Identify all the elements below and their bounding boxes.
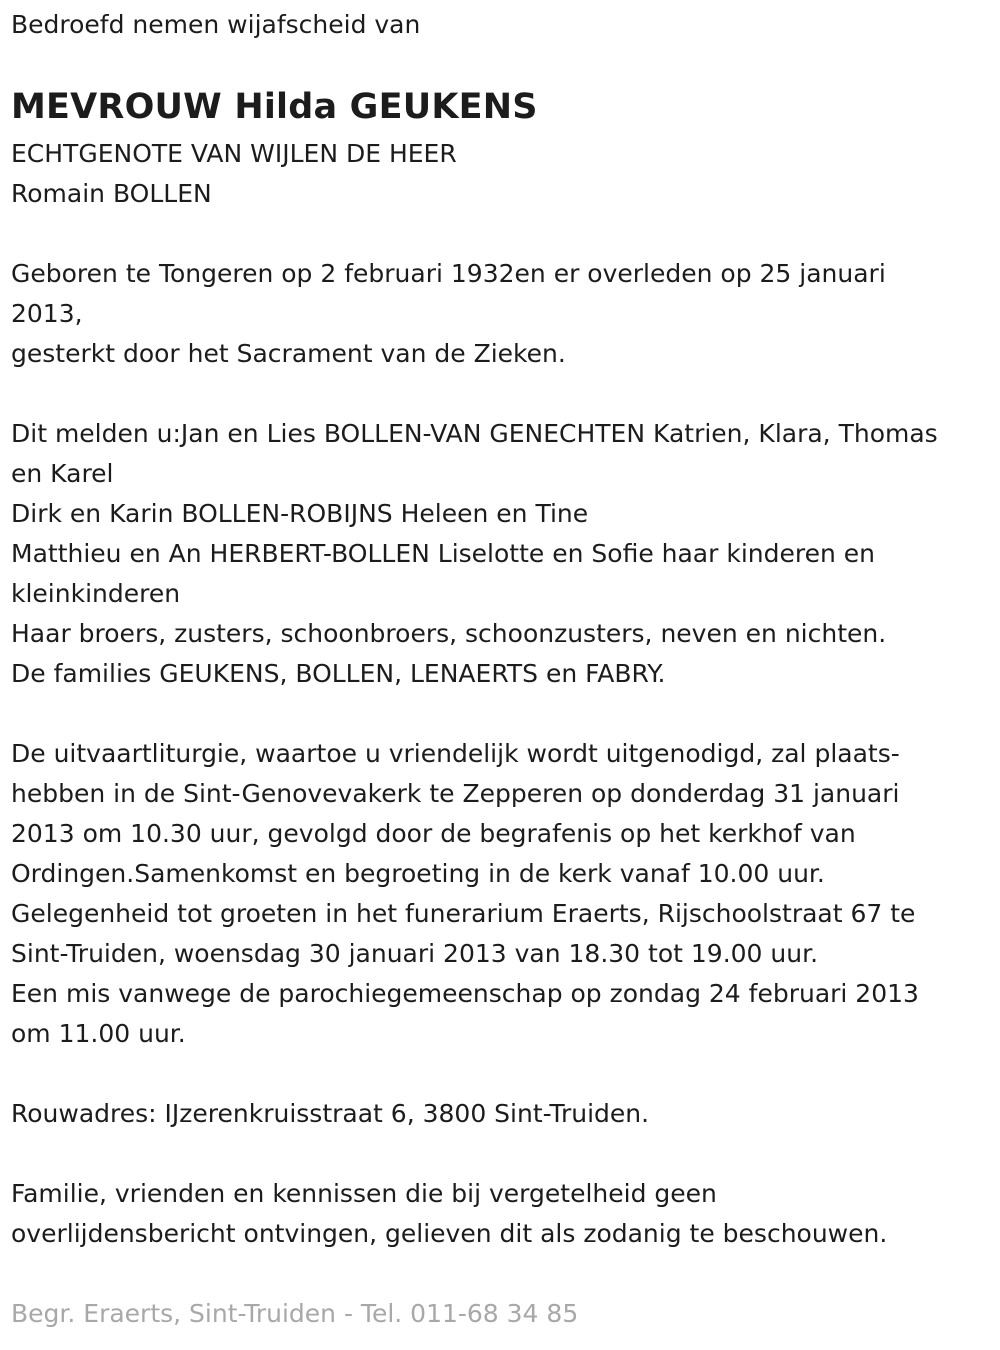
notice-line: overlijdensbericht ontvingen, gelieven dit als zodanig te beschouwen. [11, 1219, 888, 1248]
service-line: Een mis vanwege de parochiegemeenschap op zondag 24 februari 2013 [11, 979, 919, 1008]
birth-line: 2013, [11, 299, 83, 328]
notice-block [11, 1174, 887, 1254]
relation-text: ECHTGENOTE VAN WIJLEN DE HEER [11, 139, 457, 168]
service-line: Gelegenheid tot groeten in het funerarium Eraerts, Rijschoolstraat 67 te [11, 899, 916, 928]
family-line: Haar broers, zusters, schoonbroers, schoonzusters, neven en nichten. [11, 619, 887, 648]
family-block [11, 414, 938, 694]
service-line: hebben in de Sint-Genovevakerk te Zepperen op donderdag 31 januari [11, 779, 900, 808]
family-line: kleinkinderen [11, 579, 181, 608]
family-line: en Karel [11, 459, 114, 488]
service-line: Sint-Truiden, woensdag 30 januari 2013 van 18.30 tot 19.00 uur. [11, 939, 819, 968]
service-block [11, 734, 919, 1054]
family-line: Dirk en Karin BOLLEN-ROBIJNS Heleen en Tine [11, 499, 589, 528]
service-line: 2013 om 10.30 uur, gevolgd door de begrafenis op het kerkhof van [11, 819, 856, 848]
family-line: De families GEUKENS, BOLLEN, LENAERTS en FABRY. [11, 659, 666, 688]
funeral-home-footer: Begr. Eraerts, Sint-Truiden - Tel. 011-68 34 85 [11, 1299, 579, 1328]
family-line: Matthieu en An HERBERT-BOLLEN Liselotte en Sofie haar kinderen en [11, 539, 876, 568]
service-line: Ordingen.Samenkomst en begroeting in de kerk vanaf 10.00 uur. [11, 859, 825, 888]
birth-line: Geboren te Tongeren op 2 februari 1932en er overleden op 25 januari [11, 259, 886, 288]
intro-text: Bedroefd nemen wijafscheid van [11, 10, 421, 39]
spouse-name: Romain BOLLEN [11, 179, 212, 208]
service-line: De uitvaartliturgie, waartoe u vriendelijk wordt uitgenodigd, zal plaats- [11, 739, 900, 768]
notice-line: Familie, vrienden en kennissen die bij vergetelheid geen [11, 1179, 717, 1208]
deceased-name: MEVROUW Hilda GEUKENS [11, 87, 538, 127]
birth-block [11, 254, 886, 374]
address-block [11, 1094, 649, 1134]
family-line: Dit melden u:Jan en Lies BOLLEN-VAN GENECHTEN Katrien, Klara, Thomas [11, 419, 938, 448]
service-line: om 11.00 uur. [11, 1019, 186, 1048]
spouse-block [11, 134, 457, 214]
birth-line: gesterkt door het Sacrament van de Zieken. [11, 339, 566, 368]
mourning-address: Rouwadres: IJzerenkruisstraat 6, 3800 Sint-Truiden. [11, 1099, 650, 1128]
